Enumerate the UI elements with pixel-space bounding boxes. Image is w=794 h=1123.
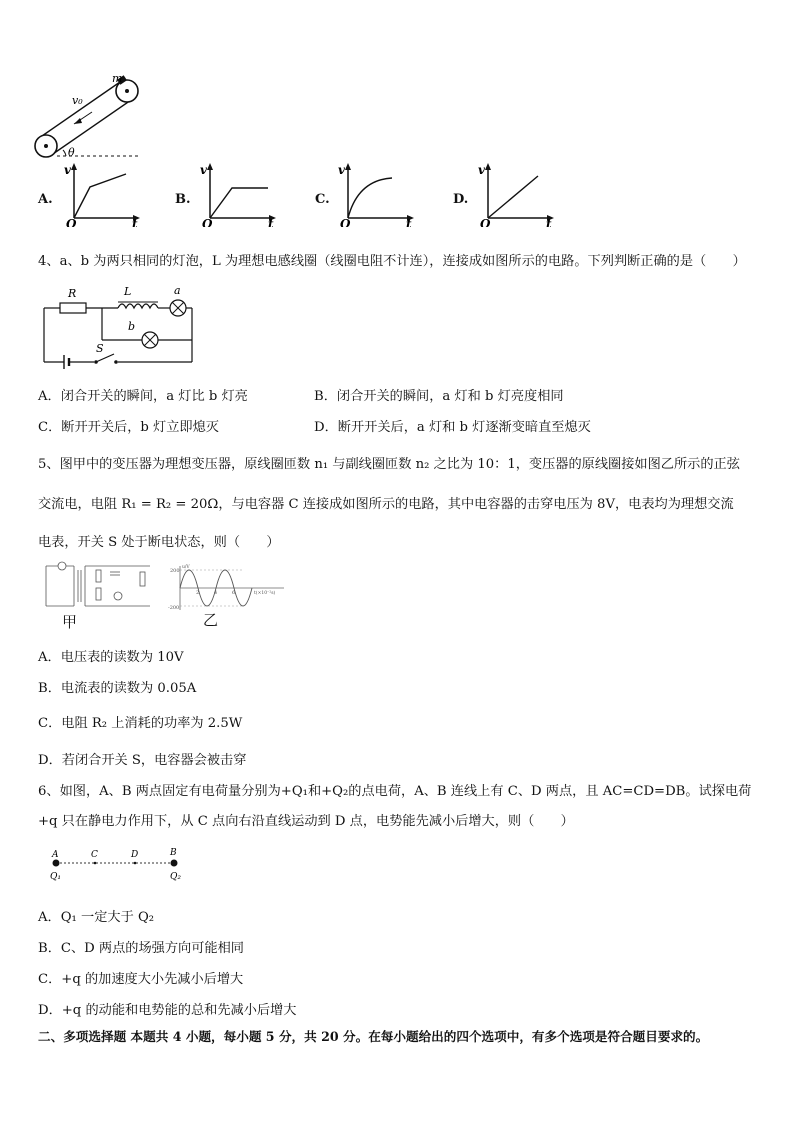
charge-q2-label: Q₂	[170, 872, 181, 882]
svg-text:v: v	[478, 163, 485, 177]
q4-option-b[interactable]: B．闭合开关的瞬间，a 灯和 b 灯亮度相同	[314, 389, 564, 404]
point-c-label: C	[91, 850, 98, 860]
svg-text:v: v	[200, 163, 207, 177]
q4-option-d[interactable]: D．断开开关后，a 灯和 b 灯逐渐变暗直至熄灭	[314, 420, 591, 435]
section2-heading: 二、多项选择题 本题共 4 小题，每小题 5 分，共 20 分。在每小题给出的四个选项中，有多个选项是符合题目要求的。	[38, 1029, 709, 1044]
option-d-letter: D.	[453, 192, 469, 207]
circuit-a-label: a	[174, 284, 181, 297]
circuit-s-label: S	[96, 342, 104, 355]
q5-transformer-circuit	[40, 560, 155, 612]
option-c-letter: C.	[315, 192, 330, 207]
svg-text:v: v	[64, 163, 71, 177]
option-d-graph	[476, 162, 558, 227]
option-c-graph	[336, 162, 416, 227]
q5-stem-line2: 交流电，电阻 R₁ = R₂ = 20Ω，与电容器 C 连接成如图所示的电路，其中电容器的击穿电压为 8V，电表均为理想交流	[38, 497, 734, 512]
q6-option-d[interactable]: D．+q 的动能和电势能的总和先减小后增大	[38, 1003, 297, 1018]
q5-stem-line1: 5、图甲中的变压器为理想变压器，原线圈匝数 n₁ 与副线圈匝数 n₂ 之比为 10：1，变压器的原线圈接如图乙所示的正弦	[38, 457, 740, 472]
q6-option-b[interactable]: B．C、D 两点的场强方向可能相同	[38, 941, 244, 956]
circuit-l-label: L	[124, 285, 132, 298]
point-a-label: A	[52, 850, 59, 860]
svg-text:t: t	[132, 217, 138, 227]
q5-option-a[interactable]: A．电压表的读数为 10V	[38, 650, 184, 665]
q4-option-a[interactable]: A．闭合开关的瞬间，a 灯比 b 灯亮	[38, 389, 248, 404]
q5-option-b[interactable]: B．电流表的读数为 0.05A	[38, 681, 197, 696]
mass-label: m	[112, 72, 123, 85]
q4-circuit-figure	[38, 282, 198, 370]
conveyor-belt-figure	[30, 70, 145, 165]
svg-text:t: t	[268, 217, 274, 227]
svg-text:O: O	[340, 217, 351, 227]
svg-text:6: 6	[232, 590, 236, 596]
q6-stem-line1: 6、如图，A、B 两点固定有电荷量分别为+Q₁和+Q₂的点电荷，A、B 连线上有 C、D 两点，且 AC=CD=DB。试探电荷	[38, 784, 752, 799]
svg-text:4: 4	[214, 590, 218, 596]
q5-sine-graph	[168, 562, 288, 612]
q6-stem-line2: +q 只在静电力作用下，从 C 点向右沿直线运动到 D 点，电势能先减小后增大，则（ ）	[38, 814, 574, 829]
q4-stem: 4、a、b 为两只相同的灯泡，L 为理想电感线圈（线圈电阻不计连），连接成如图所示的电路。下列判断正确的是（ ）	[38, 254, 746, 269]
svg-text:v: v	[338, 163, 345, 177]
q6-option-a[interactable]: A．Q₁ 一定大于 Q₂	[38, 910, 155, 925]
svg-text:200: 200	[170, 568, 180, 574]
svg-text:2: 2	[196, 590, 200, 596]
option-a-graph	[62, 162, 142, 227]
charge-q1-label: Q₁	[50, 872, 61, 882]
q5-option-d[interactable]: D．若闭合开关 S，电容器会被击穿	[38, 753, 247, 768]
option-a-letter: A.	[38, 192, 53, 207]
q5-option-c[interactable]: C．电阻 R₂ 上消耗的功率为 2.5W	[38, 716, 243, 731]
q6-option-c[interactable]: C．+q 的加速度大小先减小后增大	[38, 972, 244, 987]
option-b-letter: B.	[175, 192, 191, 207]
svg-text:-200: -200	[168, 605, 180, 611]
circuit-r-label: R	[68, 287, 77, 300]
velocity-label: v₀	[72, 94, 83, 107]
svg-text:t: t	[406, 217, 412, 227]
svg-text:t(×10⁻²s): t(×10⁻²s)	[254, 591, 276, 596]
svg-text:t: t	[546, 217, 552, 227]
q5-stem-line3: 电表，开关 S 处于断电状态，则（ ）	[38, 535, 280, 550]
point-d-label: D	[131, 850, 139, 860]
fig-yi-label: 乙	[203, 611, 219, 629]
svg-text:u/V: u/V	[182, 565, 190, 570]
q6-charges-figure	[44, 845, 194, 885]
circuit-b-label: b	[128, 320, 136, 333]
svg-text:O: O	[66, 217, 77, 227]
angle-label: θ	[68, 146, 75, 159]
option-b-graph	[198, 162, 278, 227]
q4-option-c[interactable]: C．断开开关后，b 灯立即熄灭	[38, 420, 219, 435]
point-b-label: B	[170, 848, 177, 858]
fig-jia-label: 甲	[62, 613, 78, 631]
svg-text:O: O	[480, 217, 491, 227]
svg-text:O: O	[202, 217, 213, 227]
